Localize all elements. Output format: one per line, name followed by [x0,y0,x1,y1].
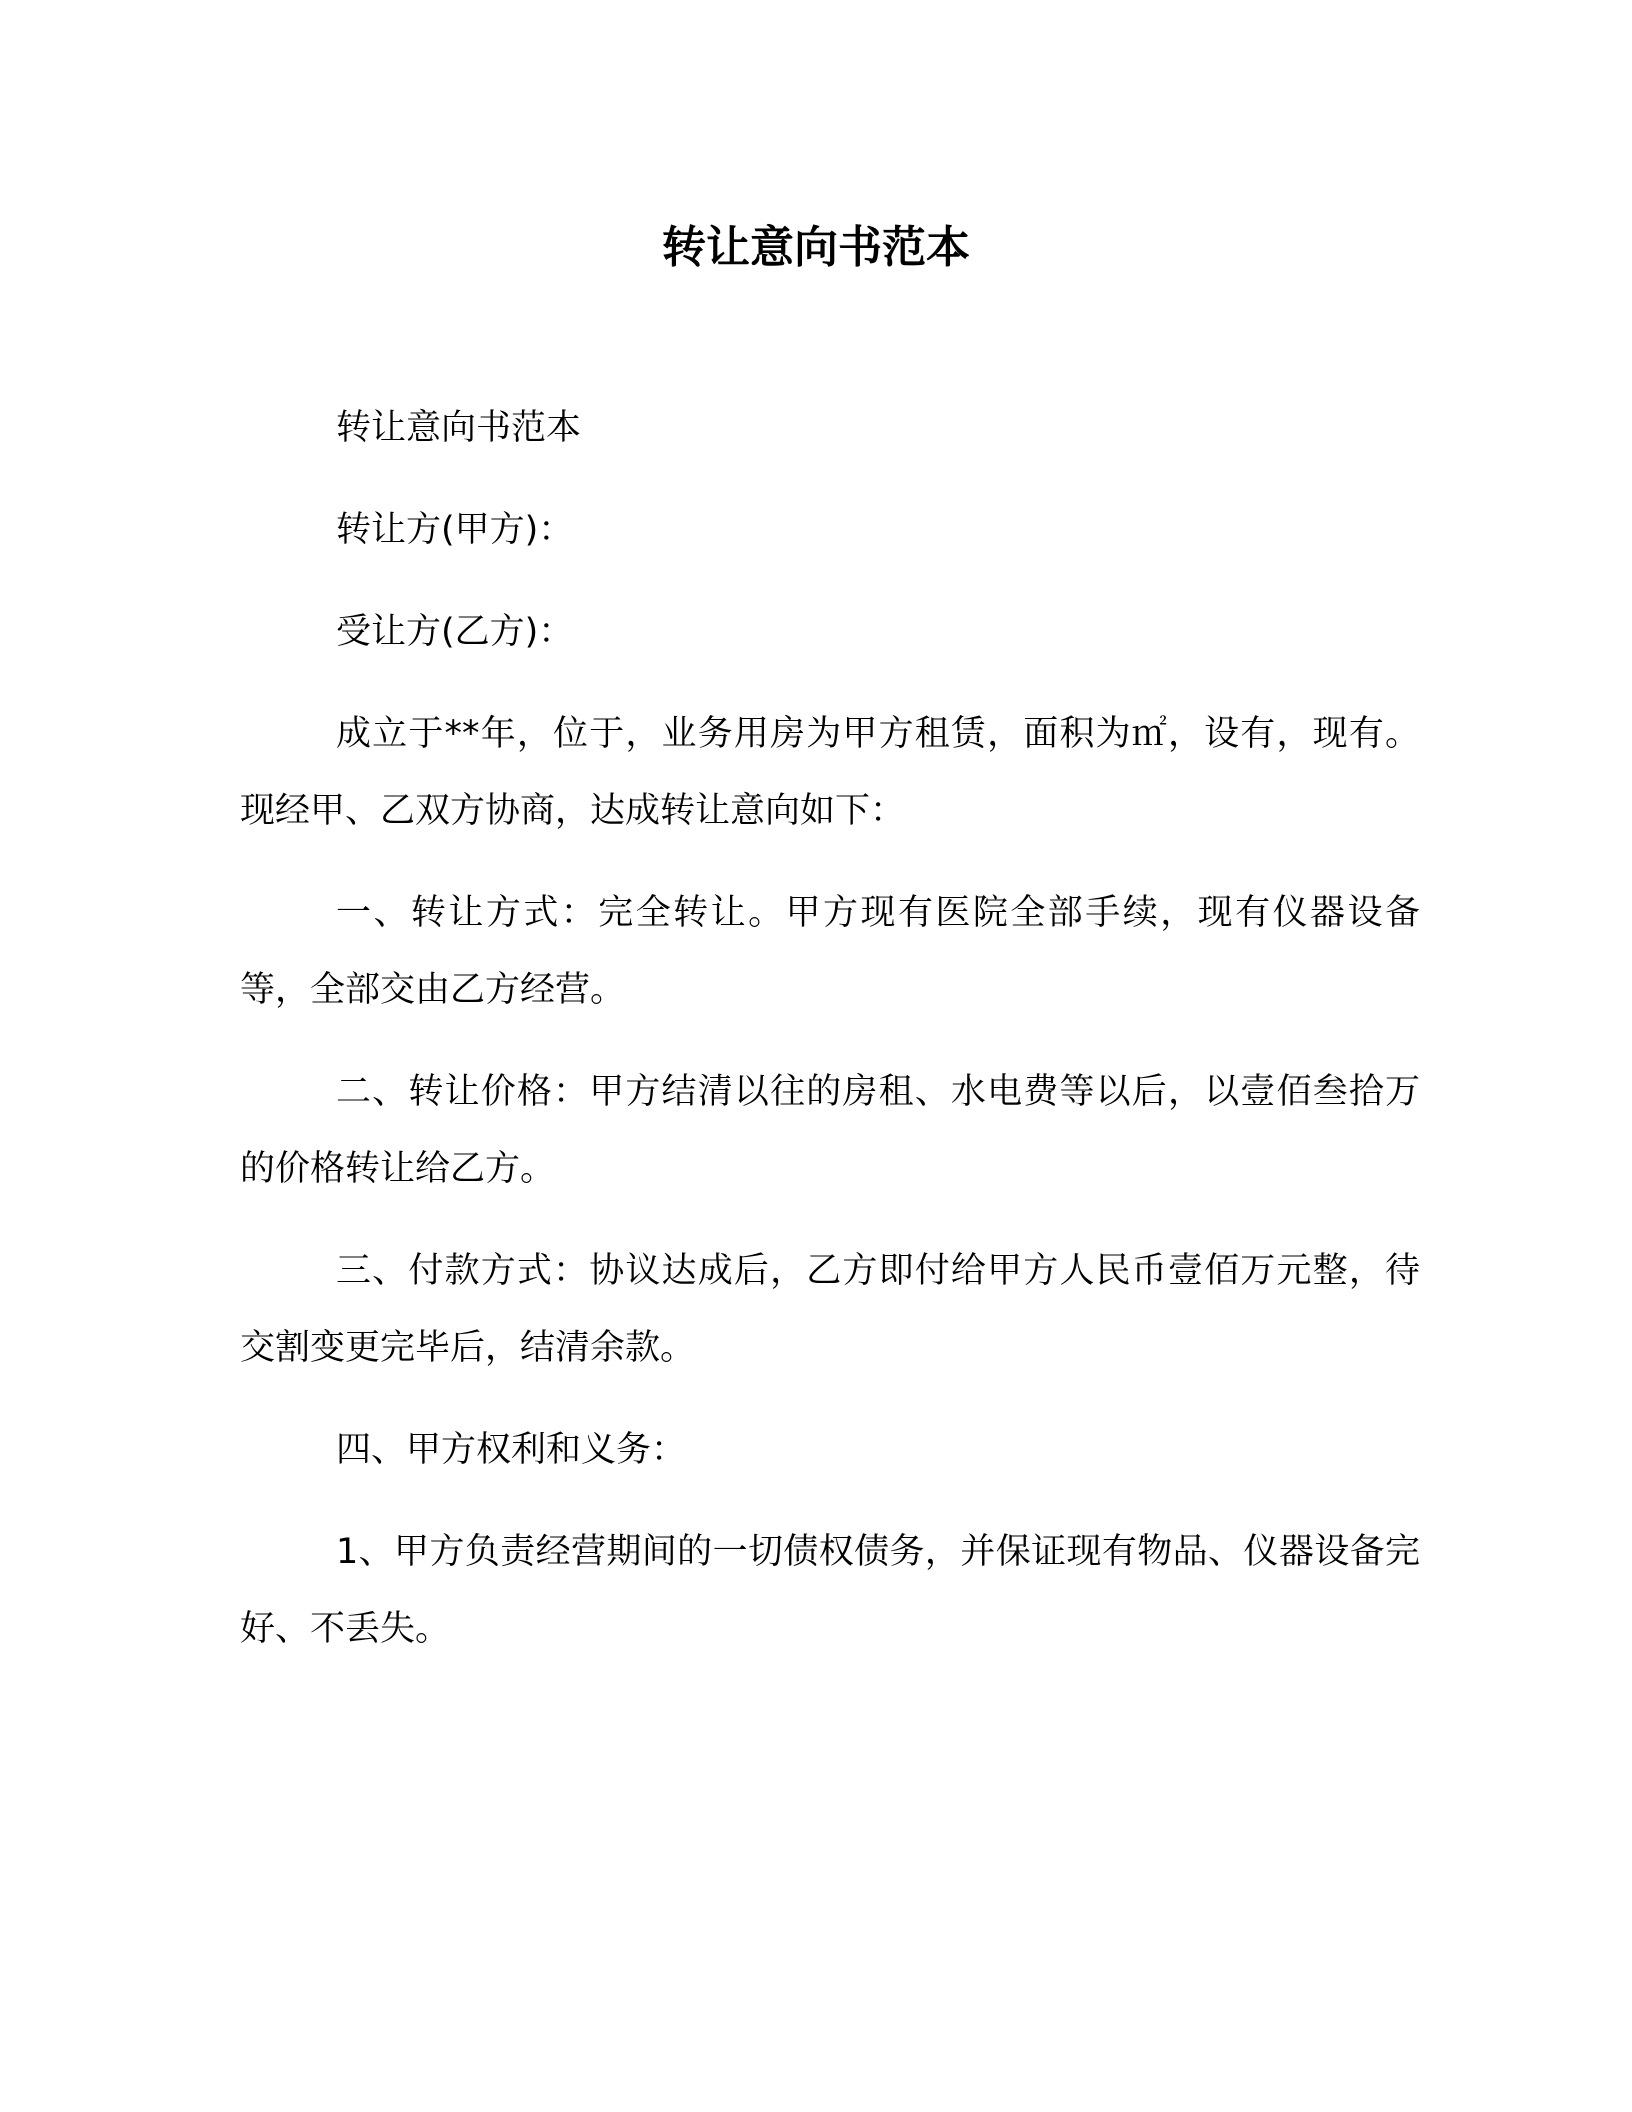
document-title: 转让意向书范本 [662,222,970,273]
paragraph-party-a-clause-1: 1、甲方负责经营期间的一切债权债务，并保证现有物品、仪器设备完好、不丢失。 [240,1532,1420,1649]
document-body [240,390,1420,1693]
paragraph-heading: 转让意向书范本 [336,408,582,448]
paragraph-payment-method: 三、付款方式：协议达成后，乙方即付给甲方人民币壹佰万元整，待交割变更完毕后，结清余款。 [240,1251,1420,1368]
paragraph-background: 成立于**年，位于，业务用房为甲方租赁，面积为㎡，设有，现有。现经甲、乙双方协商，达成转让意向如下： [240,714,1420,831]
paragraph-transfer-price: 二、转让价格：甲方结清以往的房租、水电费等以后，以壹佰叁拾万的价格转让给乙方。 [240,1072,1420,1189]
paragraph-transfer-method: 一、转让方式：完全转让。甲方现有医院全部手续，现有仪器设备等，全部交由乙方经营。 [240,893,1420,1010]
paragraph-transferee: 受让方(乙方)： [336,612,574,652]
paragraph-transferor: 转让方(甲方)： [336,510,574,550]
paragraph-party-a-rights: 四、甲方权利和义务： [336,1430,687,1470]
